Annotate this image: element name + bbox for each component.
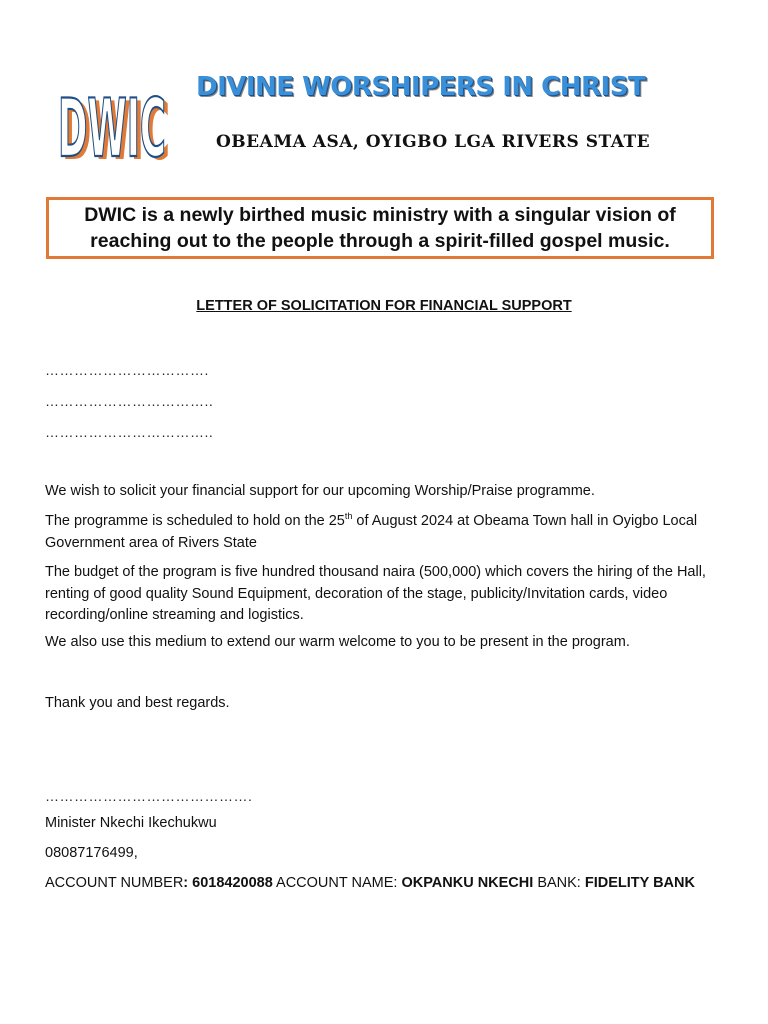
- signatory-phone: 08087176499,: [45, 845, 138, 861]
- signatory-name: Minister Nkechi Ikechukwu: [45, 815, 217, 831]
- vision-statement-box: [46, 197, 714, 259]
- signature-line: …………………………………….: [45, 788, 253, 804]
- account-number: : 6018420088: [183, 875, 273, 891]
- vision-line-2: reaching out to the people through a spirit-filled gospel music.: [90, 230, 670, 252]
- dwic-logo: [52, 62, 170, 170]
- recipient-address-line: …………………………….: [45, 362, 209, 378]
- closing-line: Thank you and best regards.: [45, 695, 230, 711]
- organization-address: OBEAMA ASA, OYIGBO LGA RIVERS STATE: [216, 132, 651, 152]
- account-number-label: ACCOUNT NUMBER: [45, 875, 184, 891]
- schedule-text-start: The programme is scheduled to hold on the 25: [45, 513, 345, 529]
- paragraph-schedule: [45, 511, 725, 554]
- account-details: [45, 875, 695, 891]
- paragraph-budget: The budget of the program is five hundred thousand naira (500,000) which covers the hiring of the Hall, renting of good quality Sound Equipment, decoration of the stage, publicity/Invitation cards, video recording/online streaming and logistics.: [45, 564, 706, 623]
- ordinal-suffix: th: [344, 511, 353, 522]
- vision-line-1: DWIC is a newly birthed music ministry with a singular vision of: [84, 204, 676, 226]
- svg-text:DWIC: DWIC: [62, 85, 170, 170]
- letter-title: LETTER OF SOLICITATION FOR FINANCIAL SUPPORT: [196, 298, 572, 314]
- schedule-text-end: of August 2024 at Obeama Town hall in Oyigbo Local Government area of Rivers State: [45, 513, 698, 551]
- paragraph-solicitation: We wish to solicit your financial support for our upcoming Worship/Praise programme.: [45, 483, 595, 499]
- bank-name: FIDELITY BANK: [584, 875, 695, 891]
- recipient-address-line: ……………………………..: [45, 424, 214, 440]
- paragraph-welcome: We also use this medium to extend our warm welcome to you to be present in the program.: [45, 634, 630, 650]
- recipient-address-line: ……………………………..: [45, 393, 214, 409]
- account-name-label: ACCOUNT NAME:: [272, 875, 402, 891]
- organization-name: DIVINE WORSHIPERS IN CHRIST: [196, 72, 646, 102]
- account-name: OKPANKU NKECHI: [401, 875, 534, 891]
- logo-text: DWIC: [58, 82, 166, 170]
- bank-label: BANK:: [533, 875, 585, 891]
